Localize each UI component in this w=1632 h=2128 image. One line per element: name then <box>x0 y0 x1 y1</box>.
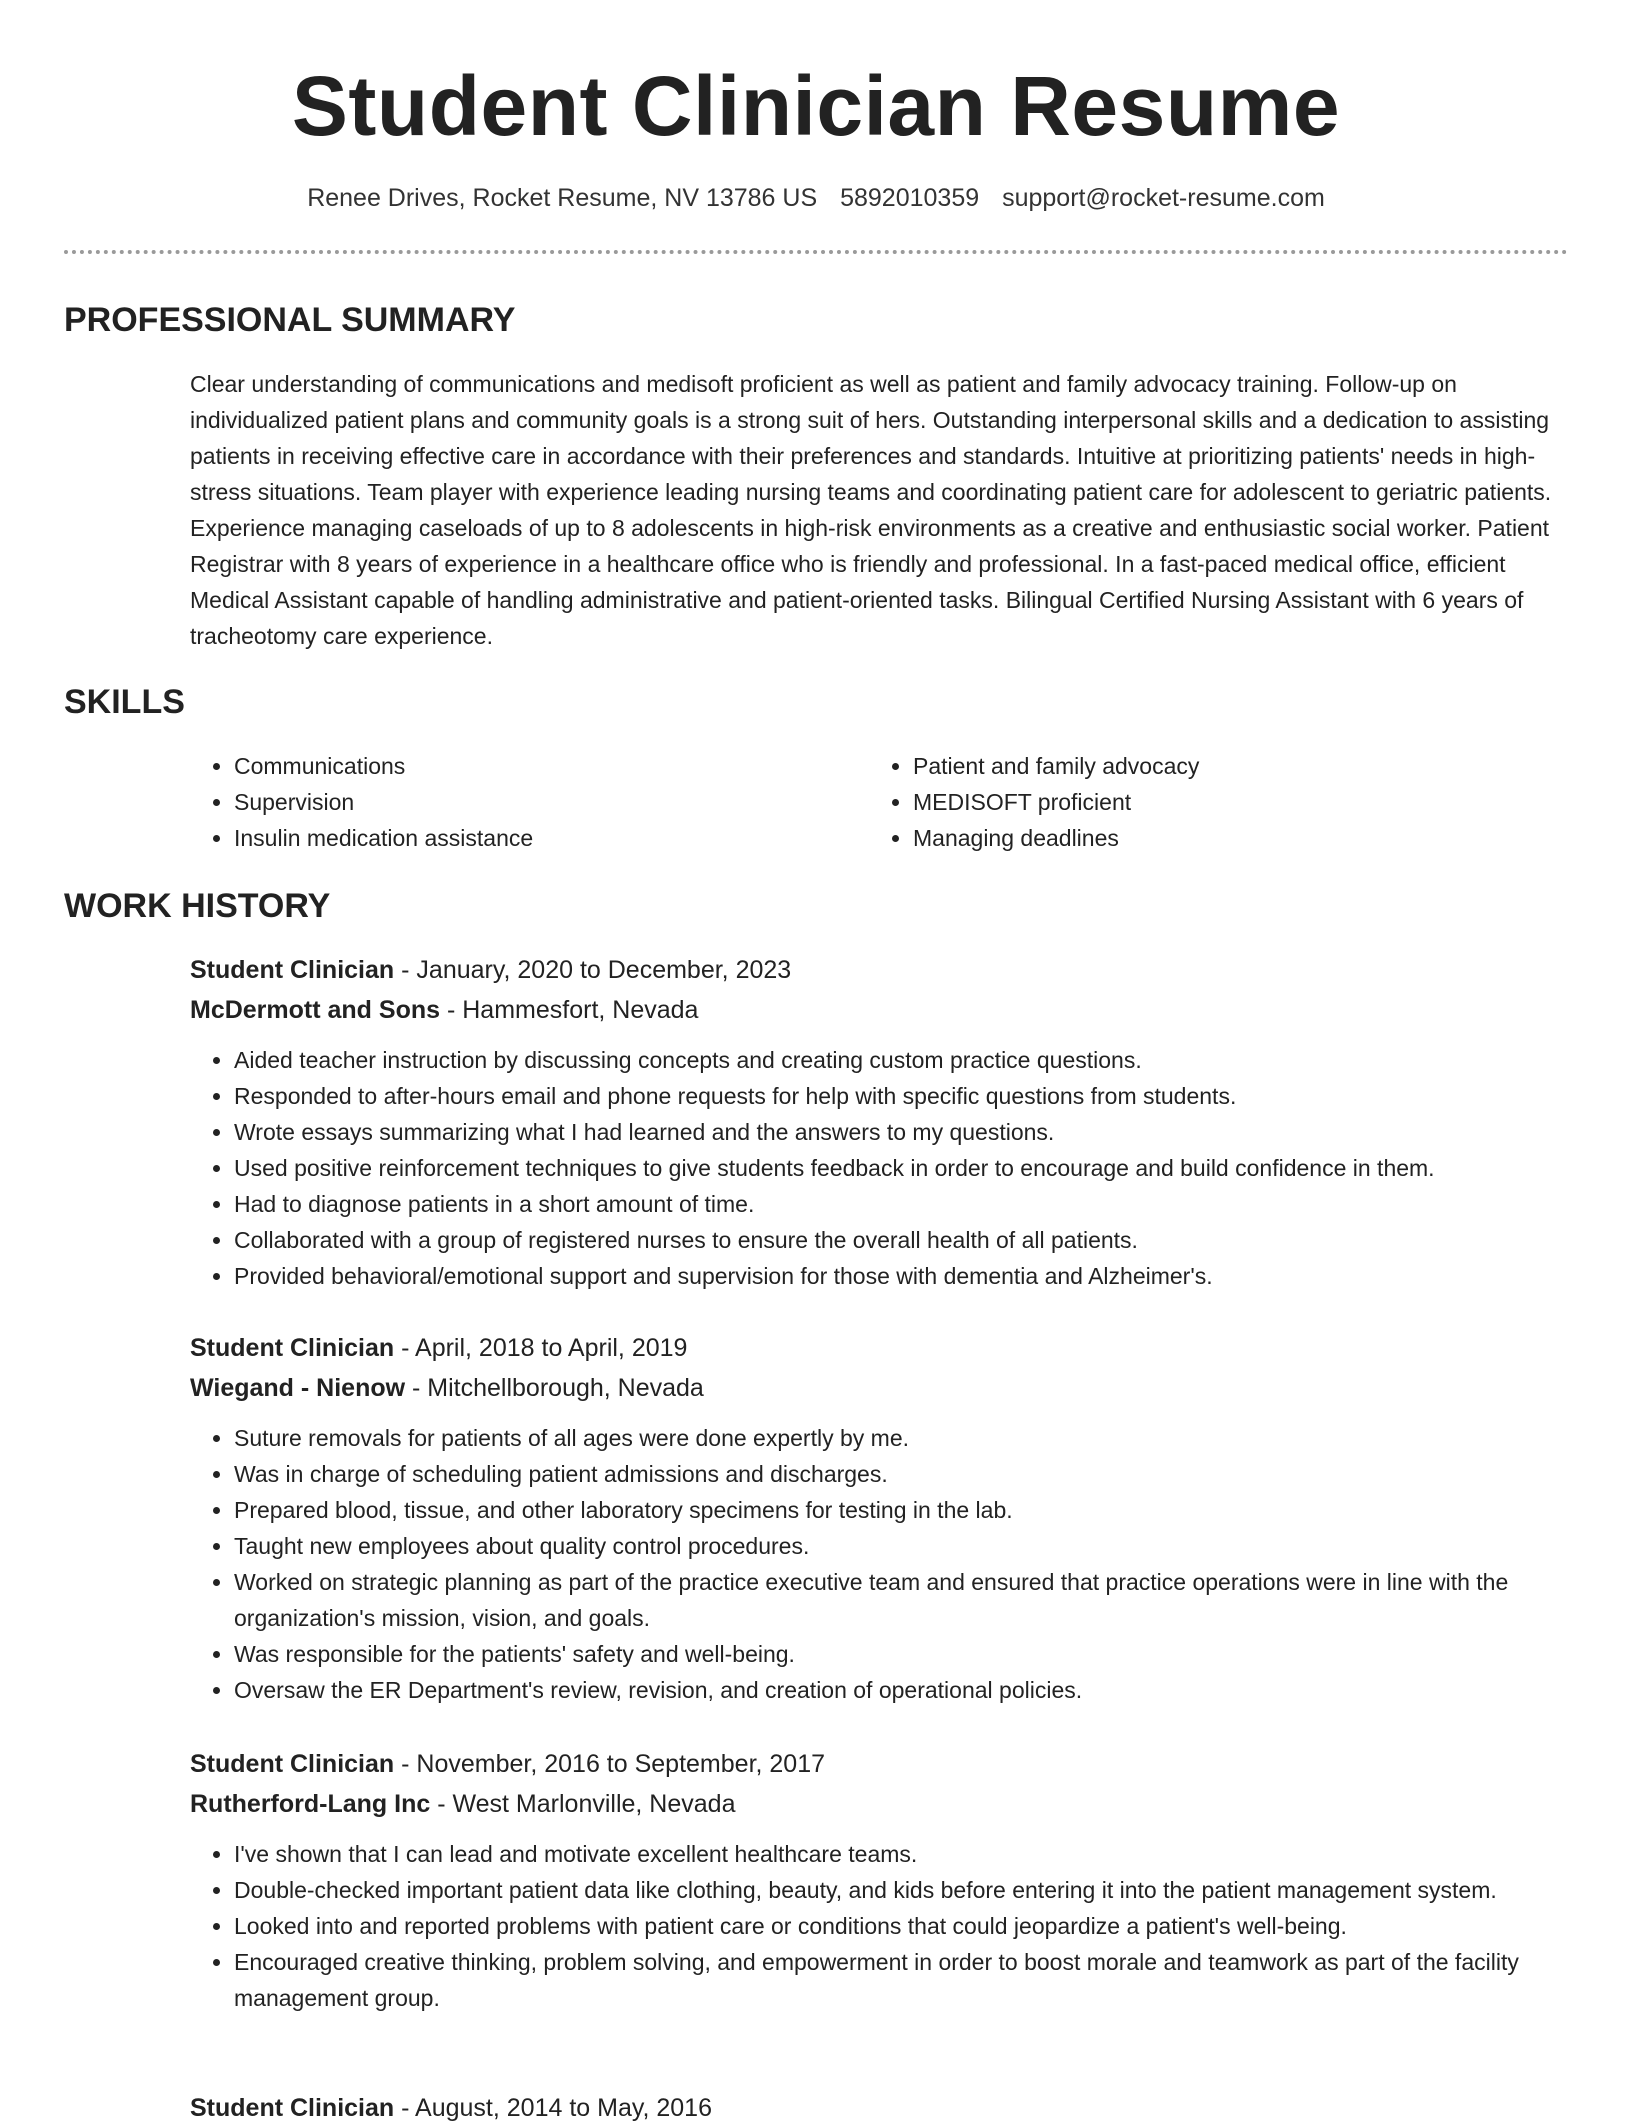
job-duty: • Responded to after-hours email and phone requests for help with specific questions from students. <box>234 1078 1580 1114</box>
job-title-line <box>190 1328 1580 1368</box>
job-company: McDermott and Sons <box>190 996 441 1024</box>
skills-column-left <box>190 748 810 856</box>
job-duty: • Used positive reinforcement techniques to give students feedback in order to encourage and build confidence in them. <box>234 1150 1580 1186</box>
skill-item: • Supervision <box>234 784 810 820</box>
work-history-heading: WORK HISTORY <box>64 887 331 925</box>
job-location: - West Marlonville, Nevada <box>437 1790 736 1818</box>
job-duty: • Had to diagnose patients in a short amount of time. <box>234 1186 1580 1222</box>
contact-phone: 5892010359 <box>840 184 980 212</box>
job-title: Student Clinician <box>190 1750 395 1778</box>
job-location: - Hammesfort, Nevada <box>446 996 699 1024</box>
job-duty: • Taught new employees about quality control procedures. <box>234 1528 1580 1564</box>
job-duties <box>190 1420 1580 1708</box>
job-duty: • Provided behavioral/emotional support and supervision for those with dementia and Alzheimer's. <box>234 1258 1580 1294</box>
job-duty: • Was responsible for the patients' safety and well-being. <box>234 1636 1580 1672</box>
job-duty: • Encouraged creative thinking, problem solving, and empowerment in order to boost morale and teamwork as part of the facility management group. <box>234 1944 1580 2016</box>
job-title-line <box>190 1744 1580 1784</box>
job-duties <box>190 1042 1580 1294</box>
job-dates: - January, 2020 to December, 2023 <box>401 956 792 984</box>
job-title: Student Clinician <box>190 2094 395 2122</box>
job-dates: - August, 2014 to May, 2016 <box>401 2094 712 2122</box>
job-company-line <box>190 1784 1580 1824</box>
job-duty: • Aided teacher instruction by discussing concepts and creating custom practice questions. <box>234 1042 1580 1078</box>
job-entry <box>190 2088 1580 2128</box>
contact-address: Renee Drives, Rocket Resume, NV 13786 US <box>307 184 818 212</box>
job-dates: - April, 2018 to April, 2019 <box>401 1334 688 1362</box>
job-duty: • Wrote essays summarizing what I had learned and the answers to my questions. <box>234 1114 1580 1150</box>
job-duty: • I've shown that I can lead and motivate excellent healthcare teams. <box>234 1836 1580 1872</box>
job-duty: • Oversaw the ER Department's review, revision, and creation of operational policies. <box>234 1672 1580 1708</box>
job-duty: • Looked into and reported problems with patient care or conditions that could jeopardize a patient's well-being. <box>234 1908 1580 1944</box>
job-duty: • Was in charge of scheduling patient admissions and discharges. <box>234 1456 1580 1492</box>
job-company-line <box>190 990 1580 1030</box>
job-duty: • Worked on strategic planning as part of the practice executive team and ensured that practice operations were in line with the organization's mission, vision, and goals. <box>234 1564 1580 1636</box>
job-duty: • Double-checked important patient data like clothing, beauty, and kids before entering it into the patient management system. <box>234 1872 1580 1908</box>
contact-email: support@rocket-resume.com <box>1002 184 1325 212</box>
job-location: - Mitchellborough, Nevada <box>412 1374 704 1402</box>
job-duty: • Collaborated with a group of registered nurses to ensure the overall health of all patients. <box>234 1222 1580 1258</box>
job-entry <box>190 950 1580 1294</box>
job-title: Student Clinician <box>190 1334 395 1362</box>
job-title-line <box>190 950 1580 990</box>
job-company-line <box>190 1368 1580 1408</box>
skill-item: • Patient and family advocacy <box>913 748 1489 784</box>
skill-item: • Communications <box>234 748 810 784</box>
job-duty: • Suture removals for patients of all ages were done expertly by me. <box>234 1420 1580 1456</box>
header-divider <box>64 250 1568 254</box>
skill-item: • Managing deadlines <box>913 820 1489 856</box>
skills-column-right <box>869 748 1489 856</box>
job-entry <box>190 1328 1580 1708</box>
job-company: Rutherford-Lang Inc <box>190 1790 431 1818</box>
skills-heading: SKILLS <box>64 683 185 721</box>
summary-heading: PROFESSIONAL SUMMARY <box>64 301 516 339</box>
job-title-line <box>190 2088 1580 2128</box>
summary-text: Clear understanding of communications and medisoft proficient as well as patient and family advocacy training. Follow-up on individualized patient plans and community goals is a strong suit of hers. Outstanding interpersonal skills and a dedication to assisting patients in receiving effective care in accordance with their preferences and standards. Intuitive at prioritizing patients' needs in high-stress situations. Team player with experience leading nursing teams and coordinating patient care for adolescent to geriatric patients. Experience managing caseloads of up to 8 adolescents in high-risk environments as a creative and enthusiastic social worker. Patient Registrar with 8 years of experience in a healthcare office who is friendly and professional. In a fast-paced medical office, efficient Medical Assistant capable of handling administrative and patient-oriented tasks. Bilingual Certified Nursing Assistant with 6 years of tracheotomy care experience. <box>190 371 1552 649</box>
skill-item: • Insulin medication assistance <box>234 820 810 856</box>
job-dates: - November, 2016 to September, 2017 <box>401 1750 826 1778</box>
job-title: Student Clinician <box>190 956 395 984</box>
skill-item: • MEDISOFT proficient <box>913 784 1489 820</box>
job-company: Wiegand - Nienow <box>190 1374 406 1402</box>
contact-line <box>0 180 1632 216</box>
job-duty: • Prepared blood, tissue, and other laboratory specimens for testing in the lab. <box>234 1492 1580 1528</box>
job-entry <box>190 1744 1580 2016</box>
resume-title: Student Clinician Resume <box>291 59 1341 153</box>
job-duties <box>190 1836 1580 2016</box>
